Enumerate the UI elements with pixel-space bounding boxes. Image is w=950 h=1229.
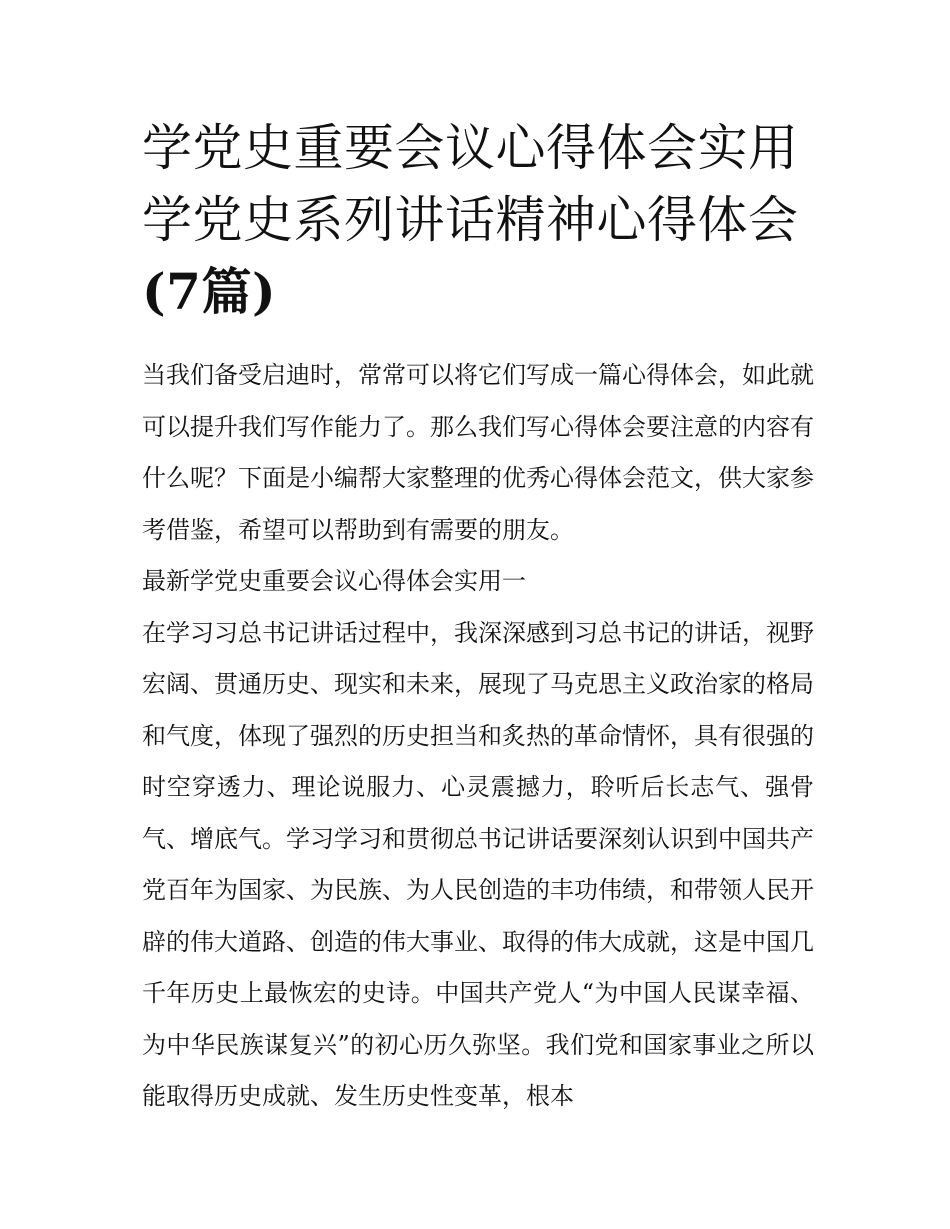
document-page — [142, 112, 814, 1123]
document-title — [142, 112, 814, 328]
intro-paragraph: 当我们备受启迪时，常常可以将它们写成一篇心得体会，如此就可以提升我们写作能力了。那么我们写心得体会要注意的内容有什么呢？下面是小编帮大家整理的优秀心得体会范文，供大家参考借鉴，希望可以帮助到有需要的朋友。 — [142, 361, 814, 544]
document-title-count: (7篇) — [142, 262, 277, 321]
document-title-main: 学党史重要会议心得体会实用学党史系列讲话精神心得体会 — [142, 119, 799, 249]
body-paragraph: 在学习习总书记讲话过程中，我深深感到习总书记的讲话，视野宏阔、贯通历史、现实和未来，展现了马克思主义政治家的格局和气度，体现了强烈的历史担当和炙热的革命情怀，具有很强的时空穿透力、理论说服力、心灵震撼力，聆听后长志气、强骨气、增底气。学习学习和贯彻总书记讲话要深刻认识到中国共产党百年为国家、为民族、为人民创造的丰功伟绩，和带领人民开辟的伟大道路、创造的伟大事业、取得的伟大成就，这是中国几千年历史上最恢宏的史诗。中国共产党人“为中国人民谋幸福、为中华民族谋复兴”的初心历久弥坚。我们党和国家事业之所以能取得历史成就、发生历史性变革，根本 — [142, 618, 814, 1110]
section-heading: 最新学党史重要会议心得体会实用一 — [142, 567, 526, 595]
